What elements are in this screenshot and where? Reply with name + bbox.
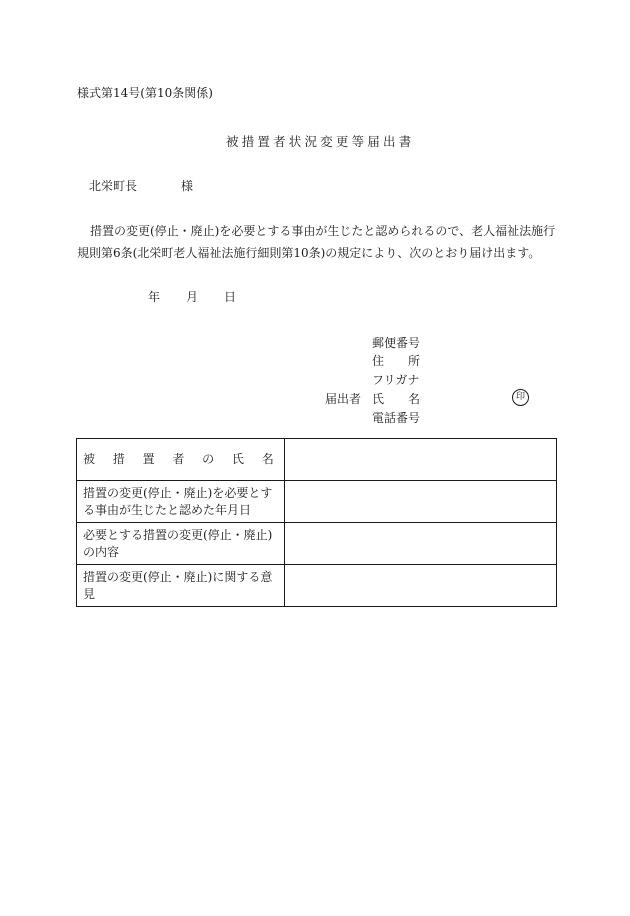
table-row	[77, 523, 557, 565]
address-label: 住 所	[372, 354, 421, 368]
label-char: 置	[142, 452, 155, 466]
subject-name-field[interactable]	[284, 439, 556, 481]
table-row	[77, 565, 557, 607]
body-line-1: 措置の変更(停止・廃止)を必要とする事由が生じたと認められるので、老人福祉法施行	[90, 224, 556, 238]
date-line	[148, 288, 236, 305]
form-number: 様式第14号(第10条関係)	[77, 86, 213, 100]
document-title: 被措置者状況変更等届出書	[226, 134, 415, 149]
opinion-field[interactable]	[284, 565, 556, 607]
label-char: の	[202, 452, 215, 466]
label-char: 氏	[231, 452, 244, 466]
recognition-date-field[interactable]	[284, 481, 556, 523]
recognition-date-label: 措置の変更(停止・廃止)を必要とする事由が生じたと認めた年月日	[77, 481, 285, 523]
applicant-label: 届出者	[325, 392, 362, 406]
change-content-label: 必要とする措置の変更(停止・廃止)の内容	[77, 523, 285, 565]
name-label: 氏 名	[372, 392, 421, 406]
date-month: 月	[186, 290, 199, 304]
label-char: 被	[83, 452, 96, 466]
body-line-2: 規則第6条(北栄町老人福祉法施行細則第10条)の規定により、次のとおり届け出ます。	[77, 246, 541, 260]
phone-label: 電話番号	[372, 411, 421, 425]
addressee-honorific: 様	[181, 179, 194, 193]
table-row	[77, 439, 557, 481]
details-table	[76, 438, 557, 607]
table-row	[77, 481, 557, 523]
furigana-label: フリガナ	[372, 373, 420, 387]
label-char: 者	[172, 452, 185, 466]
postal-code-label: 郵便番号	[372, 336, 421, 350]
subject-name-label	[77, 439, 285, 481]
label-char: 名	[261, 452, 274, 466]
opinion-label: 措置の変更(停止・廃止)に関する意見	[77, 565, 285, 607]
addressee	[89, 177, 193, 194]
seal-mark: 印	[512, 389, 529, 406]
label-char: 措	[112, 452, 125, 466]
date-year: 年	[148, 290, 161, 304]
addressee-name: 北栄町長	[89, 179, 138, 193]
change-content-field[interactable]	[284, 523, 556, 565]
body-text	[77, 220, 557, 264]
date-day: 日	[224, 290, 237, 304]
